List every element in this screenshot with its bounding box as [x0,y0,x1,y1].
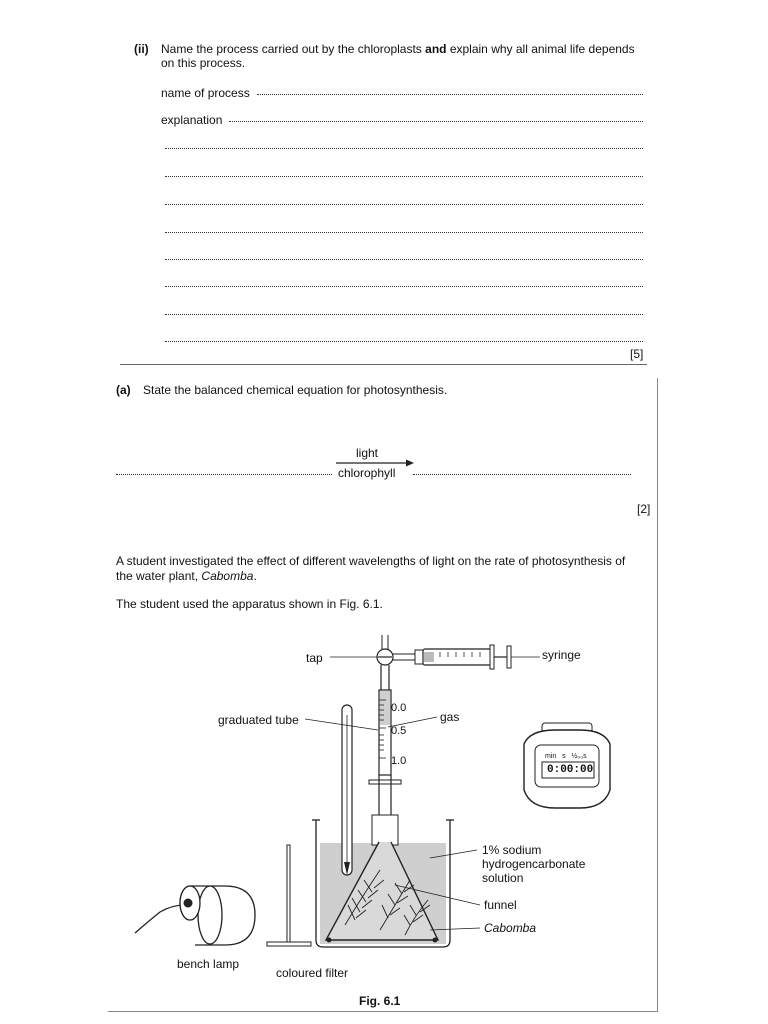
stopwatch-display: 0:00:00 [547,764,594,776]
label-solution-line: 1% sodium [482,843,542,857]
part-a-question: State the balanced chemical equation for photosynthesis. [143,383,448,397]
scale-mark: 0.0 [391,702,407,714]
label-funnel: funnel [484,898,517,912]
label-graduated-tube: graduated tube [218,713,299,727]
scale-mark: 0.5 [391,725,407,737]
question-text: explain why all animal life depends [449,42,635,56]
label-gas: gas [440,710,460,724]
name-of-process-label: name of process [161,86,250,100]
intro-line-3: The student used the apparatus shown in Fig. 6.1. [116,597,383,611]
part-a-label: (a) [116,383,131,397]
thermometer [342,705,352,875]
bench-lamp [135,886,255,945]
coloured-filter [267,845,311,946]
label-syringe: syringe [542,648,581,662]
intro-text: . [253,569,257,583]
intro-text: the water plant, [116,569,199,583]
label-bench-lamp: bench lamp [177,957,240,971]
question-text: on this process. [161,56,246,70]
part-ii-label: (ii) [134,42,149,56]
part-ii-marks: [5] [630,347,644,361]
arrow-label-chlorophyll: chlorophyll [338,466,396,480]
stopwatch-units: min s ½₀₀s [545,753,587,760]
label-solution [482,843,585,885]
figure-caption: Fig. 6.1 [359,994,401,1008]
arrow-label-light: light [356,446,379,460]
graduated-tube [369,635,401,845]
explanation-label: explanation [161,113,223,127]
question-text: Name the process carried out by the chloroplasts [161,42,422,56]
label-tap: tap [306,651,323,665]
label-solution-line: solution [482,871,524,885]
label-coloured-filter: coloured filter [276,966,349,980]
syringe [415,645,511,669]
intro-italic-plant: Cabomba [201,569,254,583]
tap [377,649,420,665]
part-a-marks: [2] [637,502,651,516]
label-cabomba: Cabomba [484,921,537,935]
label-solution-line: hydrogencarbonate [482,857,586,871]
question-emphasis: and [425,42,447,56]
intro-line-1: A student investigated the effect of different wavelengths of light on the rate of photosynthesis of [116,554,626,568]
scale-mark: 1.0 [391,755,407,767]
